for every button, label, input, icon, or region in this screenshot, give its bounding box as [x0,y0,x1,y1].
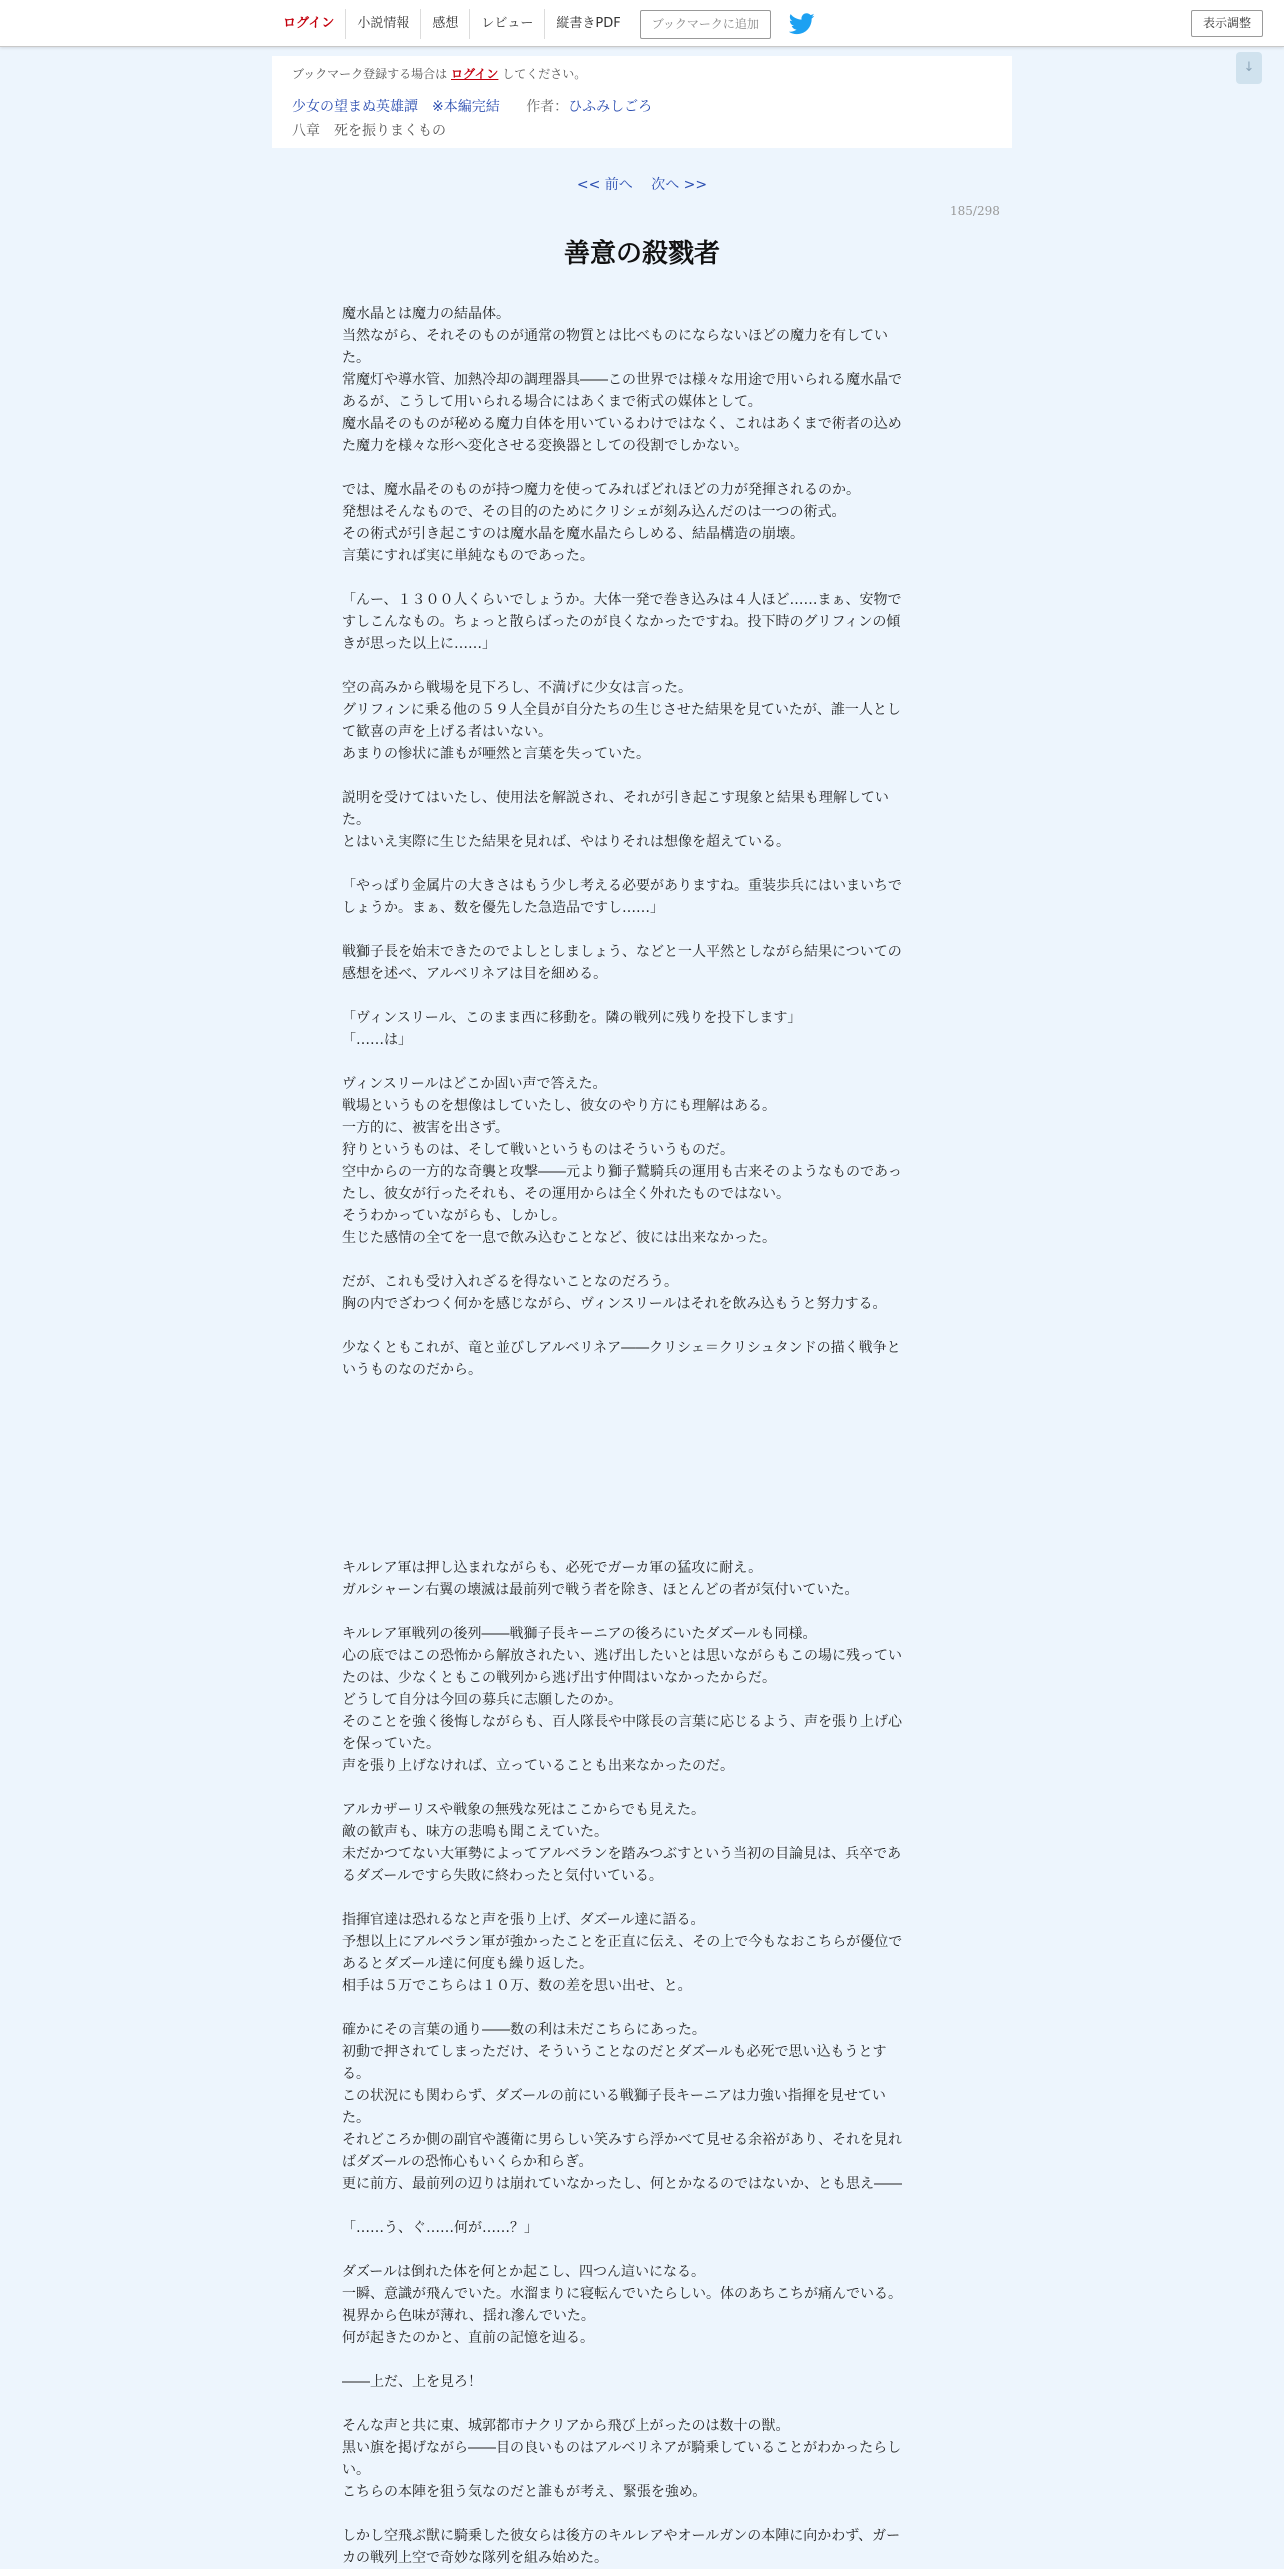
body-line [342,2393,942,2415]
body-line [342,1315,942,1337]
novel-info-link[interactable]: 小説情報 [345,9,420,39]
body-line: たし、彼女が行ったそれも、その運用からは全く外れたものではない。 [342,1186,790,1202]
body-line: この状況にも関わらず、ダズールの前にいる戦獅子長キーニアは力強い指揮を見せてい [342,2088,886,2104]
body-line: あるとダズール達に何度も繰り返した。 [342,1956,594,1972]
body-line: 「……う、ぐ……何が……？」 [342,2220,538,2236]
login-link[interactable]: ログイン [283,16,335,31]
body-line [342,2503,942,2525]
body-line: 初動で押されてしまっただけ、そういうことなのだとダズールも必死で思い込もうとす [342,2044,887,2060]
body-line [342,1513,942,1535]
body-line: 黒い旗を掲げながら――目の良いものはアルベリネアが騎乗していることがわかったらし [342,2440,902,2456]
body-line: 指揮官達は恐れるなと声を張り上げ、ダズール達に語る。 [342,1912,705,1928]
body-line [342,1425,942,1447]
body-line: 空の高みから戦場を見下ろし、不満げに少女は言った。 [342,680,692,696]
body-line: 魔水晶そのものが秘める魔力自体を用いているわけではなく、これはあくまで術者の込め [342,416,902,432]
body-line: 「やっぱり金属片の大きさはもう少し考える必要がありますね。重装歩兵にはいまいちで [342,878,902,894]
body-line: 戦獅子長を始末できたのでよしとしましょう、などと一人平然としながら結果についての [342,944,902,960]
body-line: カの戦列上空で奇妙な隊列を組み始めた。 [342,2550,608,2566]
novel-title-line [292,96,652,118]
body-line: 視界から色味が薄れ、揺れ滲んでいた。 [342,2308,595,2324]
novel-title-link[interactable]: 少女の望まぬ英雄譚 ※本編完結 [292,99,500,115]
body-line: 何が起きたのかと、直前の記憶を辿る。 [342,2330,594,2346]
body-line [342,1051,942,1073]
body-line [342,2195,942,2217]
novel-info-box [272,56,1012,148]
author-link[interactable]: ひふみしごろ [568,99,653,115]
body-line: 空中からの一方的な奇襲と攻撃――元より獅子鷲騎兵の運用も古来そのようなものであっ [342,1164,902,1180]
body-line: 確かにその言葉の通り――数の利は未だこちらにあった。 [342,2022,706,2038]
display-settings-button[interactable]: 表示調整 [1191,10,1263,37]
next-page-link[interactable]: 次へ >> [651,177,708,193]
body-line: た。 [342,2110,370,2126]
body-line: るダズールですら失敗に終わったと気付いている。 [342,1868,663,1884]
body-line [342,1777,942,1799]
body-line: あまりの惨状に誰もが唖然と言葉を失っていた。 [342,746,650,762]
body-line: では、魔水晶そのものが持つ魔力を使ってみればどれほどの力が発揮されるのか。 [342,482,860,498]
bookmark-notice [292,64,586,84]
body-line: そのことを強く後悔しながらも、百人隊長や中隊長の言葉に応じるよう、声を張り上げ心 [342,1714,902,1730]
chapter-title: 八章 死を振りまくもの [292,123,446,139]
notice-login-link[interactable]: ログイン [451,67,499,81]
body-line [342,1491,942,1513]
body-line: それどころか側の副官や護衛に男らしい笑みすら浮かべて見せる余裕があり、それを見れ [342,2132,902,2148]
body-line: どうして自分は今回の募兵に志願したのか。 [342,1692,622,1708]
body-line: 当然ながら、それそのものが通常の物質とは比べものにならないほどの魔力を有してい [342,328,888,344]
body-line: 心の底ではこの恐怖から解放されたい、逃げ出したいとは思いながらもこの場に残ってい [342,1648,902,1664]
body-line: い。 [342,2462,370,2478]
body-line: あるが、こうして用いられる場合にはあくまで術式の媒体として。 [342,394,762,410]
body-line: 一方的に、被害を出さず。 [342,1120,509,1136]
body-line [342,985,942,1007]
body-line: 更に前方、最前列の辺りは崩れていなかったし、何とかなるのではないか、とも思え―― [342,2176,902,2192]
body-line [342,2239,942,2261]
body-line: た魔力を様々な形へ変化させる変換器としての役割でしかない。 [342,438,748,454]
body-line [342,1997,942,2019]
prev-page-link[interactable]: << 前へ [576,177,633,193]
impressions-link[interactable]: 感想 [420,9,469,39]
body-line: 予想以上にアルベラン軍が強かったことを正直に伝え、その上で今もなおこちらが優位で [342,1934,903,1950]
body-line: キルレア軍戦列の後列――戦獅子長キーニアの後ろにいたダズールも同様。 [342,1626,817,1642]
body-line [342,1887,942,1909]
body-line: 相手は５万でこちらは１０万、数の差を思い出せ、と。 [342,1978,692,1994]
episode-count: 185/298 [950,204,1000,218]
body-line: 敵の歓声も、味方の悲鳴も聞こえていた。 [342,1824,608,1840]
body-line: 魔水晶とは魔力の結晶体。 [342,306,510,322]
body-line: ――上だ、上を見ろ！ [342,2374,482,2390]
body-line: 狩りというものは、そして戦いというものはそういうものだ。 [342,1142,734,1158]
body-line [342,567,942,589]
author-label: 作者： [526,99,569,115]
scroll-down-button[interactable]: ↓ [1236,52,1262,84]
body-line: キルレア軍は押し込まれながらも、必死でガーカ軍の猛攻に耐え。 [342,1560,763,1576]
notice-after: してください。 [502,67,587,81]
body-line: グリフィンに乗る他の５９人全員が自分たちの生じさせた結果を見ていたが、誰一人とし [342,702,901,718]
body-line: 「……は」 [342,1032,412,1048]
body-line: アルカザーリスや戦象の無残な死はここからでも見えた。 [342,1802,706,1818]
body-line: きが思った以上に……」 [342,636,496,652]
body-line [342,2349,942,2371]
body-line: 未だかつてない大軍勢によってアルベランを踏みつぶすという当初の目論見は、兵卒であ [342,1846,902,1862]
body-line: 説明を受けてはいたし、使用法を解説され、それが引き起こす現象と結果も理解してい [342,790,889,806]
body-line: こちらの本陣を狙う気なのだと誰もが考え、緊張を強め。 [342,2484,707,2500]
body-line: 言葉にすれば実に単純なものであった。 [342,548,594,564]
body-line: 胸の内でざわつく何かを感じながら、ヴィンスリールはそれを飲み込もうと努力する。 [342,1296,887,1312]
body-line [342,1601,942,1623]
body-line [342,919,942,941]
body-line: ばダズールの恐怖心もいくらか和らぎ。 [342,2154,593,2170]
body-line: 「ヴィンスリール、このまま西に移動を。隣の戦列に残りを投下します」 [342,1010,802,1026]
body-line: を保っていた。 [342,1736,440,1752]
body-line [342,1249,942,1271]
body-line: たのは、少なくともこの戦列から逃げ出す仲間はいなかったからだ。 [342,1670,776,1686]
body-line: 声を張り上げなければ、立っていることも出来なかったのだ。 [342,1758,734,1774]
body-line: だが、これも受け入れざるを得ないことなのだろう。 [342,1274,678,1290]
body-line: 発想はそんなもので、その目的のためにクリシェが刻み込んだのは一つの術式。 [342,504,846,520]
body-line: た。 [342,350,370,366]
twitter-bird-icon[interactable] [789,13,815,35]
body-line [342,1535,942,1557]
body-line: しかし空飛ぶ獣に騎乗した彼女らは後方のキルレアやオールガンの本陣に向かわず、ガー [342,2528,901,2544]
body-line: 戦場というものを想像はしていたし、彼女のやり方にも理解はある。 [342,1098,776,1114]
body-line: その術式が引き起こすのは魔水晶を魔水晶たらしめる、結晶構造の崩壊。 [342,526,804,542]
body-line: た。 [342,812,370,828]
body-line [342,1381,942,1403]
review-link[interactable]: レビュー [469,9,544,39]
body-line [342,853,942,875]
body-line [342,1403,942,1425]
body-line: しょうか。まぁ、数を優先した急造品ですし……」 [342,900,664,916]
add-bookmark-button[interactable]: ブックマークに追加 [640,10,771,39]
body-line [342,1469,942,1491]
body-line [342,457,942,479]
body-line [342,765,942,787]
body-line: ダズールは倒れた体を何とか起こし、四つん這いになる。 [342,2264,706,2280]
top-header [0,0,1284,47]
notice-before: ブックマーク登録する場合は [292,67,448,81]
body-line: いうものなのだから。 [342,1362,482,1378]
body-line [342,1447,942,1469]
novel-body [342,303,942,2569]
body-line: ヴィンスリールはどこか固い声で答えた。 [342,1076,607,1092]
body-line: とはいえ実際に生じた結果を見れば、やはりそれは想像を超えている。 [342,834,790,850]
body-line [342,655,942,677]
body-line: 一瞬、意識が飛んでいた。水溜まりに寝転んでいたらしい。体のあちこちが痛んでいる。 [342,2286,902,2302]
top-nav [272,9,815,39]
body-line: すしこんなもの。ちょっと散らばったのが良くなかったですね。投下時のグリフィンの傾 [342,614,901,630]
body-line: る。 [342,2066,370,2082]
body-line: 生じた感情の全てを一息で飲み込むことなど、彼には出来なかった。 [342,1230,776,1246]
body-line: そんな声と共に東、城郭都市ナクリアから飛び上がったのは数十の獣。 [342,2418,790,2434]
body-line: て歓喜の声を上げる者はいない。 [342,724,552,740]
episode-title: 善意の殺戮者 [563,239,720,269]
body-line: 常魔灯や導水管、加熱冷却の調理器具――この世界では様々な用途で用いられる魔水晶で [342,372,902,388]
vertical-pdf-link[interactable]: 縦書きPDF [544,9,631,39]
body-line: そうわかっていながらも、しかし。 [342,1208,566,1224]
body-line: 感想を述べ、アルベリネアは目を細める。 [342,966,608,982]
body-line: 少なくともこれが、竜と並びしアルベリネア――クリシェ＝クリシュタンドの描く戦争と [342,1340,901,1356]
pager [0,174,1284,196]
body-line: 「んー、１３００人くらいでしょうか。大体一発で巻き込みは４人ほど……まぁ、安物で [342,592,902,608]
body-line: ガルシャーン右翼の壊滅は最前列で戦う者を除き、ほとんどの者が気付いていた。 [342,1582,859,1598]
